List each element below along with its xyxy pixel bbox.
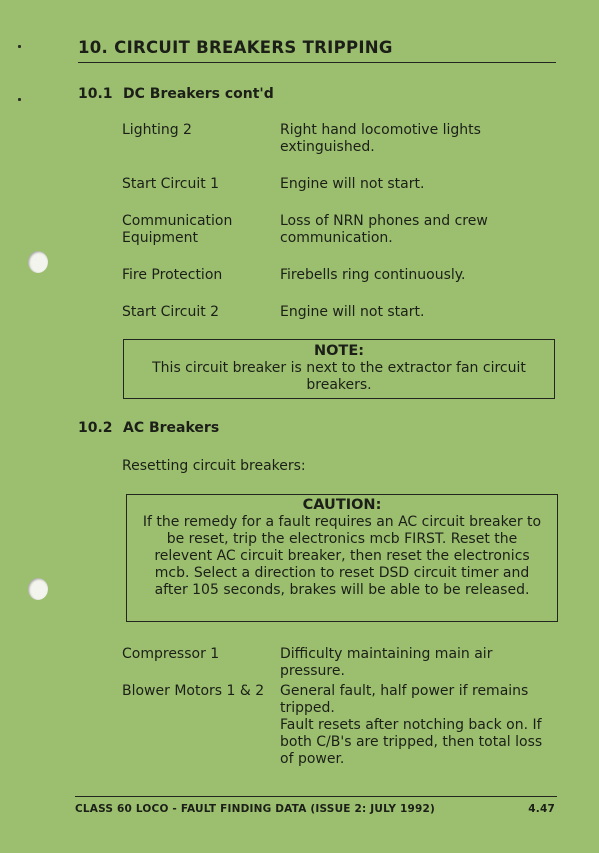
breaker-effect-group <box>280 683 560 768</box>
binder-hole <box>28 251 48 273</box>
page-number: 4.47 <box>528 803 555 815</box>
dc-subsection-number: 10.1 <box>78 86 113 102</box>
breaker-effect: Right hand locomotive lights extinguished. <box>280 122 481 155</box>
breaker-effect: Engine will not start. <box>280 176 425 192</box>
breaker-name: Blower Motors 1 & 2 <box>122 683 265 699</box>
breaker-name: Lighting 2 <box>122 122 192 138</box>
ac-subsection-title: AC Breakers <box>123 420 220 436</box>
page-footer <box>75 796 557 815</box>
section-title: 10. CIRCUIT BREAKERS TRIPPING <box>78 38 556 63</box>
caution-text: If the remedy for a fault requires an AC circuit breaker to be reset, trip the electronics mcb FIRST. Reset the relevent AC circuit breaker, then reset the electronics mcb. Select a direction to reset DSD circuit timer and after 105 seconds, brakes will be able to be released. <box>142 514 542 598</box>
breaker-name: Fire Protection <box>122 267 223 283</box>
footer-text: CLASS 60 LOCO - FAULT FINDING DATA (ISSUE 2: JULY 1992) <box>75 803 436 815</box>
breaker-effect: Firebells ring continuously. <box>280 267 466 283</box>
ac-subsection-heading <box>78 420 219 436</box>
ac-intro: Resetting circuit breakers: <box>122 458 306 474</box>
caution-heading: CAUTION: <box>302 497 382 513</box>
punch-mark <box>18 98 21 101</box>
dc-subsection-heading <box>78 86 274 102</box>
breaker-name: Compressor 1 <box>122 646 220 662</box>
breaker-name: Start Circuit 2 <box>122 304 220 320</box>
breaker-effect: Difficulty maintaining main air pressure. <box>280 646 493 679</box>
breaker-effect: General fault, half power if remains tripped. <box>280 683 529 716</box>
breaker-name: Start Circuit 1 <box>122 176 220 192</box>
breaker-name: Communication Equipment <box>122 213 233 246</box>
note-heading: NOTE: <box>313 343 365 359</box>
breaker-effect: Engine will not start. <box>280 304 425 320</box>
breaker-effect-continued: Fault resets after notching back on. If both C/B's are tripped, then total loss of power. <box>280 717 543 767</box>
breaker-effect: Loss of NRN phones and crew communication. <box>280 213 488 246</box>
dc-subsection-title: DC Breakers cont'd <box>123 86 274 102</box>
caution-box <box>126 494 558 622</box>
punch-mark <box>18 45 21 48</box>
binder-hole <box>28 578 48 600</box>
note-box <box>123 339 555 399</box>
note-text: This circuit breaker is next to the extractor fan circuit breakers. <box>152 360 526 393</box>
ac-subsection-number: 10.2 <box>78 420 113 436</box>
